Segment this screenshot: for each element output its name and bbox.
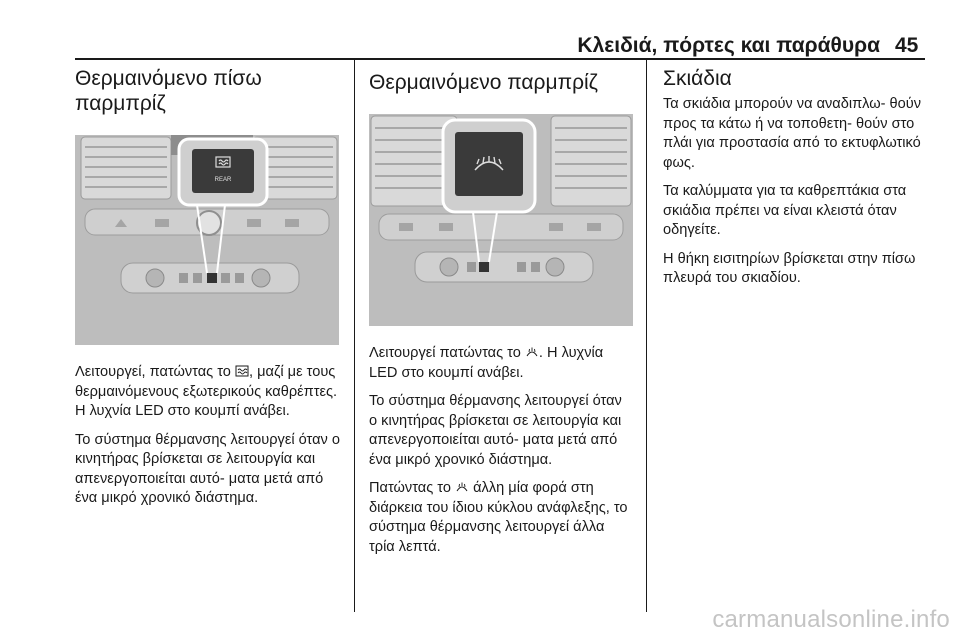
- paragraph: Λειτουργεί, πατώντας το , μαζί με τους θερμαινόμενους εξωτερικούς καθρέπτες. Η λυχνία LED στο κουμπί ανάβει.: [75, 364, 338, 419]
- section-heated-rear-window: [75, 66, 343, 518]
- header-rule: [75, 58, 925, 60]
- windscreen-heat-icon: [455, 481, 469, 493]
- paragraph: Λειτουργεί πατώντας το . Η λυχνία LED στο κουμπί ανάβει.: [369, 345, 604, 381]
- paragraph: Τα καλύμματα για τα καθρεπτάκια στα σκιάδια πρέπει να είναι κλειστά όταν οδηγείτε.: [663, 183, 907, 238]
- paragraph: Το σύστημα θέρμανσης λειτουργεί όταν ο κινητήρας βρίσκεται σε λειτουργία και απενεργοποιείται αυτό- ματα μετά από ένα μικρό χρονικό διάστημα.: [75, 431, 341, 506]
- section-heated-windscreen: [369, 66, 633, 566]
- section-sun-visors: [663, 66, 925, 298]
- figure-rear-defrost-button: [75, 135, 339, 345]
- dashboard-illustration: [369, 114, 633, 326]
- watermark: carmanualsonline.info: [712, 606, 950, 633]
- paragraph: Τα σκιάδια μπορούν να αναδιπλω- θούν προς τα κάτω ή να τοποθετη- θούν στο πλάι για προστασία από το εκτυφλωτικό φως.: [663, 96, 922, 171]
- column-divider: [646, 60, 647, 612]
- page-header-title: Κλειδιά, πόρτες και παράθυρα: [577, 34, 880, 57]
- paragraph: Η θήκη εισιτηρίων βρίσκεται στην πίσω πλευρά του σκιαδίου.: [663, 250, 916, 286]
- dashboard-illustration: [75, 135, 339, 345]
- figure-windscreen-defrost-button: [369, 114, 633, 326]
- section-heading: Θερμαινόμενο πίσω παρμπρίζ: [75, 67, 262, 115]
- section-heading: Θερμαινόμενο παρμπρίζ: [369, 71, 598, 94]
- column-divider: [354, 60, 355, 612]
- rear-window-heat-icon: [235, 365, 249, 377]
- paragraph: Πατώντας το άλλη μία φορά στη διάρκεια του ίδιου κύκλου ανάφλεξης, το σύστημα θέρμανσης λειτουργεί άλλα τρία λεπτά.: [369, 480, 628, 555]
- windscreen-heat-icon: [525, 346, 539, 358]
- page-number: 45: [895, 34, 919, 57]
- section-heading: Σκιάδια: [663, 67, 732, 90]
- figure-rear-label: REAR: [214, 177, 232, 183]
- paragraph: Το σύστημα θέρμανσης λειτουργεί όταν ο κινητήρας βρίσκεται σε λειτουργία και απενεργοποιείται αυτό- ματα μετά από ένα μικρό χρονικό διάστημα.: [369, 393, 622, 468]
